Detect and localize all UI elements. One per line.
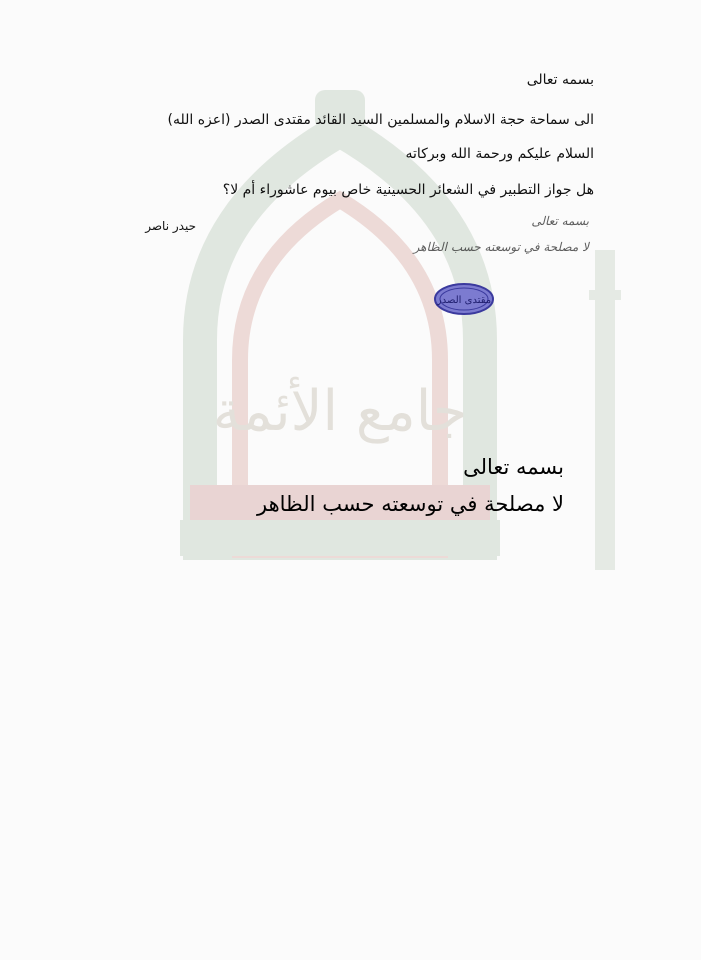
watermark-text: جامع الأئمة <box>212 379 468 444</box>
handwritten-reply: لا مصلحة في توسعته حسب الظاهر <box>413 240 589 254</box>
addressee-line: الى سماحة حجة الاسلام والمسلمين السيد القائد مقتدى الصدر (اعزه الله) <box>167 112 594 128</box>
handwritten-salutation: بسمه تعالى <box>531 214 589 228</box>
answer-text: لا مصلحة في توسعته حسب الظاهر <box>257 492 564 516</box>
sender-name: حيدر ناصر <box>145 219 196 233</box>
greeting-line: السلام عليكم ورحمة الله وبركاته <box>405 146 594 162</box>
answer-salutation: بسمه تعالى <box>463 455 564 479</box>
seal-text: مقتدى الصدر <box>436 295 492 306</box>
salutation: بسمه تعالى <box>526 72 594 88</box>
minaret-watermark <box>585 250 625 570</box>
question-line: هل جواز التطبير في الشعائر الحسينية خاص بيوم عاشوراء أم لا؟ <box>222 182 594 198</box>
seal-stamp <box>433 282 495 316</box>
